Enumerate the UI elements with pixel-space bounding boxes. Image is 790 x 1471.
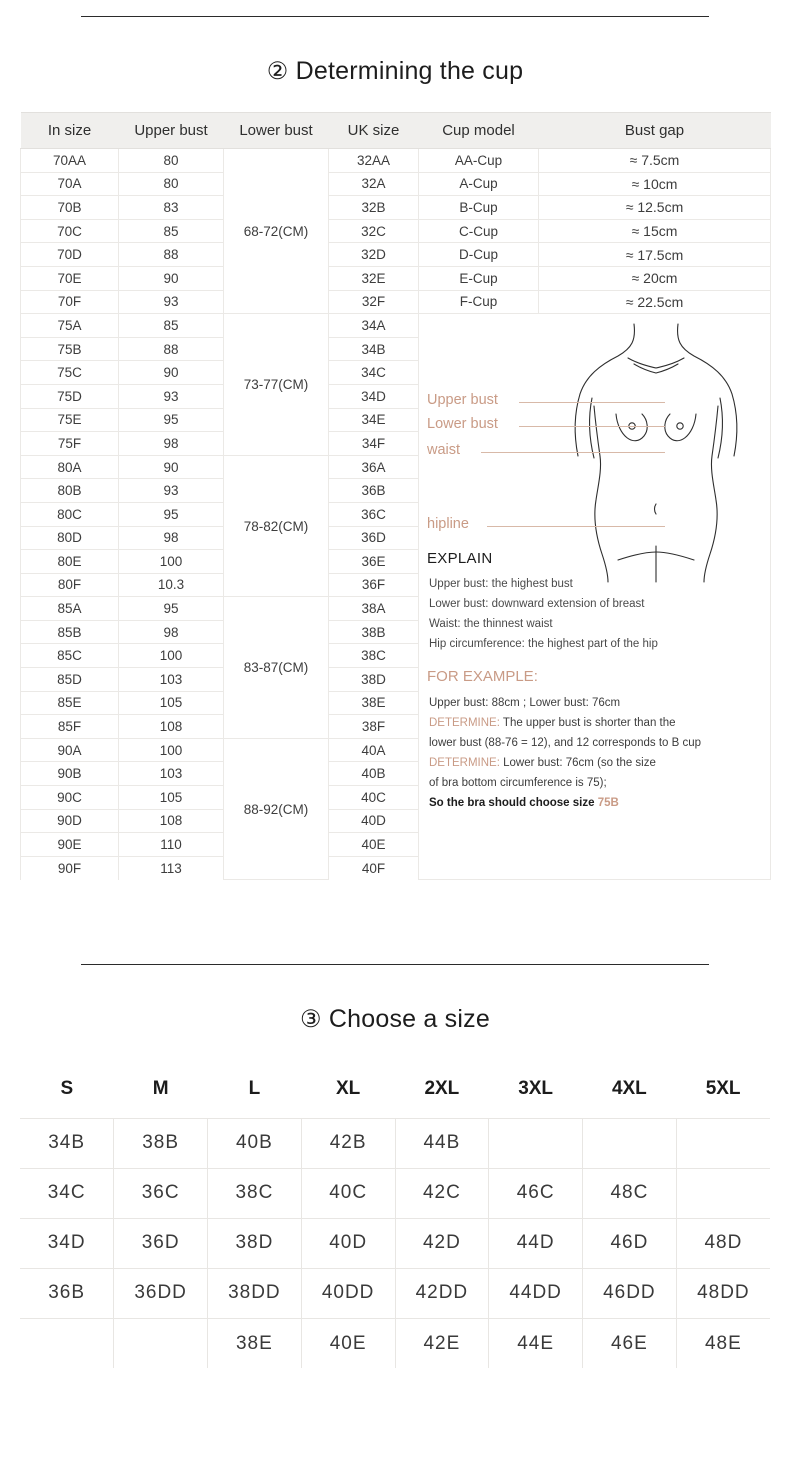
size-cell: 34B	[20, 1118, 114, 1168]
cell-in-size: 90E	[21, 833, 119, 857]
cell-lower-bust-group: 68-72(CM)	[224, 149, 329, 314]
cell-uk-size: 32C	[329, 219, 419, 243]
cell-cup-model: A-Cup	[419, 172, 539, 196]
th-size-m: M	[152, 1078, 169, 1100]
cell-uk-size: 36F	[329, 573, 419, 597]
example-recommended-size: 75B	[597, 797, 619, 810]
size-cell: 36DD	[114, 1268, 208, 1318]
th-uk-size: UK size	[329, 113, 419, 149]
spacer-1	[0, 880, 790, 964]
cell-upper-bust: 90	[119, 361, 224, 385]
th-size-4xl: 4XL	[611, 1078, 647, 1100]
cell-upper-bust: 103	[119, 762, 224, 786]
cell-uk-size: 40D	[329, 809, 419, 833]
table-row	[20, 1218, 770, 1268]
table-row	[21, 314, 771, 338]
cell-bust-gap: ≈ 15cm	[539, 219, 771, 243]
section-3-title	[0, 965, 790, 1060]
size-cell	[489, 1118, 583, 1168]
cell-upper-bust: 95	[119, 597, 224, 621]
explain-line-4: Hip circumference: the highest part of the hip	[429, 638, 658, 651]
size-cell: 42DD	[395, 1268, 489, 1318]
cell-lower-bust-group: 88-92(CM)	[224, 738, 329, 880]
cell-uk-size: 36C	[329, 502, 419, 526]
table-row	[21, 266, 771, 290]
size-cell: 40B	[208, 1118, 302, 1168]
size-cell	[676, 1168, 770, 1218]
th-size-5xl: 5XL	[705, 1078, 741, 1100]
cell-upper-bust: 93	[119, 384, 224, 408]
cell-uk-size: 40B	[329, 762, 419, 786]
cell-uk-size: 38E	[329, 691, 419, 715]
section-2-number: ②	[266, 58, 289, 85]
example-line-2	[429, 717, 676, 729]
cell-uk-size: 34E	[329, 408, 419, 432]
size-cell: 38DD	[208, 1268, 302, 1318]
cell-uk-size: 38A	[329, 597, 419, 621]
cell-upper-bust: 100	[119, 550, 224, 574]
size-cell: 38B	[114, 1118, 208, 1168]
example-line-5: of bra bottom circumference is 75);	[429, 777, 607, 790]
cell-upper-bust: 108	[119, 715, 224, 739]
cell-bust-gap: ≈ 7.5cm	[539, 149, 771, 173]
cell-in-size: 85C	[21, 644, 119, 668]
table-row	[21, 172, 771, 196]
label-lower-bust: Lower bust	[427, 416, 498, 433]
cell-uk-size: 36B	[329, 479, 419, 503]
cell-in-size: 75B	[21, 337, 119, 361]
cell-uk-size: 40E	[329, 833, 419, 857]
cell-in-size: 70E	[21, 266, 119, 290]
size-cell: 44E	[489, 1318, 583, 1368]
th-cup-model: Cup model	[419, 113, 539, 149]
table-row	[20, 1168, 770, 1218]
cell-in-size: 80C	[21, 502, 119, 526]
cell-uk-size: 32AA	[329, 149, 419, 173]
cell-uk-size: 40F	[329, 856, 419, 880]
cell-uk-size: 32B	[329, 196, 419, 220]
cell-in-size: 75C	[21, 361, 119, 385]
cell-bust-gap: ≈ 12.5cm	[539, 196, 771, 220]
section-2-title	[0, 17, 790, 112]
size-cell: 48E	[676, 1318, 770, 1368]
th-bust-gap: Bust gap	[539, 113, 771, 149]
size-cell	[583, 1118, 677, 1168]
cell-upper-bust: 90	[119, 266, 224, 290]
size-cell: 44D	[489, 1218, 583, 1268]
section-3-title-text: Choose a size	[328, 1005, 490, 1034]
example-determine-label-2: DETERMINE:	[429, 757, 500, 770]
example-conclusion-text: So the bra should choose size	[429, 797, 595, 810]
cell-uk-size: 34F	[329, 432, 419, 456]
size-cell: 42E	[395, 1318, 489, 1368]
example-line-6	[429, 797, 619, 809]
size-cell: 36D	[114, 1218, 208, 1268]
size-cell: 40D	[301, 1218, 395, 1268]
cell-uk-size: 38B	[329, 620, 419, 644]
section-2-title-text: Determining the cup	[295, 57, 524, 85]
size-table-wrap	[0, 1060, 790, 1368]
cell-uk-size: 40A	[329, 738, 419, 762]
cell-in-size: 85E	[21, 691, 119, 715]
cell-upper-bust: 103	[119, 668, 224, 692]
cell-upper-bust: 90	[119, 455, 224, 479]
cell-cup-model: D-Cup	[419, 243, 539, 267]
cell-in-size: 75F	[21, 432, 119, 456]
cell-in-size: 70B	[21, 196, 119, 220]
cell-cup-model: B-Cup	[419, 196, 539, 220]
example-determine-label-1: DETERMINE:	[429, 717, 500, 730]
size-cell: 40DD	[301, 1268, 395, 1318]
cell-upper-bust: 80	[119, 172, 224, 196]
cell-upper-bust: 98	[119, 620, 224, 644]
th-lower-bust: Lower bust	[224, 113, 329, 149]
cell-upper-bust: 110	[119, 833, 224, 857]
size-cell	[676, 1118, 770, 1168]
cell-uk-size: 36A	[329, 455, 419, 479]
cell-in-size: 90F	[21, 856, 119, 880]
size-cell: 48D	[676, 1218, 770, 1268]
size-cell	[114, 1318, 208, 1368]
example-title: FOR EXAMPLE:	[427, 668, 538, 686]
explain-line-2: Lower bust: downward extension of breast	[429, 598, 645, 611]
cell-in-size: 85B	[21, 620, 119, 644]
cell-in-size: 70C	[21, 219, 119, 243]
th-size-xl: XL	[335, 1078, 361, 1100]
th-upper-bust: Upper bust	[119, 113, 224, 149]
size-cell: 36B	[20, 1268, 114, 1318]
cup-table-wrap	[0, 112, 790, 880]
example-line-1: Upper bust: 88cm ; Lower bust: 76cm	[429, 697, 621, 710]
cell-upper-bust: 95	[119, 502, 224, 526]
cell-uk-size: 34A	[329, 314, 419, 338]
size-cell: 48DD	[676, 1268, 770, 1318]
th-size-3xl: 3XL	[518, 1078, 554, 1100]
female-body-figure-icon	[556, 318, 766, 583]
cell-in-size: 80A	[21, 455, 119, 479]
cell-upper-bust: 95	[119, 408, 224, 432]
section-3-number: ③	[300, 1006, 322, 1034]
cell-upper-bust: 98	[119, 526, 224, 550]
cell-upper-bust: 105	[119, 691, 224, 715]
cell-in-size: 80E	[21, 550, 119, 574]
size-cell: 44DD	[489, 1268, 583, 1318]
cell-in-size: 85D	[21, 668, 119, 692]
table-header-row	[21, 113, 771, 149]
th-size-l: L	[248, 1078, 261, 1100]
cell-upper-bust: 98	[119, 432, 224, 456]
cell-in-size: 90A	[21, 738, 119, 762]
illustration-and-explain-cell	[419, 314, 771, 880]
explain-title: EXPLAIN	[427, 550, 493, 568]
cell-in-size: 70D	[21, 243, 119, 267]
cell-upper-bust: 85	[119, 314, 224, 338]
example-line-2-text: The upper bust is shorter than the	[502, 717, 676, 730]
cell-cup-model: F-Cup	[419, 290, 539, 314]
size-cell: 42D	[395, 1218, 489, 1268]
cell-in-size: 90D	[21, 809, 119, 833]
size-cell: 46DD	[583, 1268, 677, 1318]
cell-bust-gap: ≈ 10cm	[539, 172, 771, 196]
table-body	[21, 149, 771, 880]
cell-in-size: 80D	[21, 526, 119, 550]
cell-upper-bust: 80	[119, 149, 224, 173]
size-cell	[20, 1318, 114, 1368]
cell-upper-bust: 88	[119, 243, 224, 267]
label-waist: waist	[427, 442, 461, 459]
size-cell: 40E	[301, 1318, 395, 1368]
cell-lower-bust-group: 78-82(CM)	[224, 455, 329, 597]
cell-upper-bust: 100	[119, 644, 224, 668]
cell-uk-size: 32E	[329, 266, 419, 290]
cell-uk-size: 38C	[329, 644, 419, 668]
cell-upper-bust: 93	[119, 479, 224, 503]
cell-lower-bust-group: 73-77(CM)	[224, 314, 329, 456]
illustration-box	[419, 314, 770, 879]
cell-upper-bust: 113	[119, 856, 224, 880]
cell-in-size: 70AA	[21, 149, 119, 173]
size-cell: 38C	[208, 1168, 302, 1218]
example-line-4	[429, 757, 656, 769]
cell-upper-bust: 93	[119, 290, 224, 314]
leader-line-upper-bust	[519, 402, 665, 403]
cell-bust-gap: ≈ 20cm	[539, 266, 771, 290]
table-row	[21, 290, 771, 314]
table-row	[21, 196, 771, 220]
size-cell: 38D	[208, 1218, 302, 1268]
cell-in-size: 75E	[21, 408, 119, 432]
cell-uk-size: 32F	[329, 290, 419, 314]
size-cell: 46C	[489, 1168, 583, 1218]
size-cell: 42C	[395, 1168, 489, 1218]
cell-bust-gap: ≈ 22.5cm	[539, 290, 771, 314]
cell-uk-size: 36D	[329, 526, 419, 550]
cell-uk-size: 32A	[329, 172, 419, 196]
leader-line-hipline	[487, 526, 665, 527]
example-line-4-text: Lower bust: 76cm (so the size	[503, 757, 656, 770]
cell-uk-size: 34B	[329, 337, 419, 361]
cell-in-size: 75D	[21, 384, 119, 408]
cell-lower-bust-group: 83-87(CM)	[224, 597, 329, 739]
size-cell: 44B	[395, 1118, 489, 1168]
cell-upper-bust: 10.3	[119, 573, 224, 597]
cell-cup-model: AA-Cup	[419, 149, 539, 173]
size-table-body	[20, 1118, 770, 1368]
size-cell: 46E	[583, 1318, 677, 1368]
cell-upper-bust: 105	[119, 786, 224, 810]
table-row	[21, 149, 771, 173]
cell-uk-size: 38D	[329, 668, 419, 692]
cell-upper-bust: 83	[119, 196, 224, 220]
cell-upper-bust: 88	[119, 337, 224, 361]
cell-uk-size: 32D	[329, 243, 419, 267]
cell-in-size: 80F	[21, 573, 119, 597]
size-header-row	[20, 1060, 770, 1118]
choose-size-table	[20, 1060, 770, 1368]
th-in-size: In size	[21, 113, 119, 149]
example-line-3: lower bust (88-76 = 12), and 12 corresponds to B cup	[429, 737, 702, 750]
cell-in-size: 90C	[21, 786, 119, 810]
size-cell: 42B	[301, 1118, 395, 1168]
cell-in-size: 75A	[21, 314, 119, 338]
cell-uk-size: 40C	[329, 786, 419, 810]
size-cell: 36C	[114, 1168, 208, 1218]
th-size-2xl: 2XL	[424, 1078, 460, 1100]
th-size-s: S	[60, 1078, 74, 1100]
leader-line-waist	[481, 452, 665, 453]
cell-cup-model: E-Cup	[419, 266, 539, 290]
table-row	[20, 1118, 770, 1168]
size-cell: 46D	[583, 1218, 677, 1268]
cell-uk-size: 34D	[329, 384, 419, 408]
table-row	[20, 1268, 770, 1318]
cell-uk-size: 34C	[329, 361, 419, 385]
cell-upper-bust: 85	[119, 219, 224, 243]
leader-line-lower-bust	[519, 426, 665, 427]
table-row	[21, 219, 771, 243]
cell-upper-bust: 108	[119, 809, 224, 833]
cell-uk-size: 38F	[329, 715, 419, 739]
explain-line-1: Upper bust: the highest bust	[429, 578, 573, 591]
cell-in-size: 85A	[21, 597, 119, 621]
cell-in-size: 85F	[21, 715, 119, 739]
cell-uk-size: 36E	[329, 550, 419, 574]
cell-in-size: 90B	[21, 762, 119, 786]
label-hipline: hipline	[427, 516, 469, 533]
size-cell: 34C	[20, 1168, 114, 1218]
table-row	[21, 243, 771, 267]
size-cell: 40C	[301, 1168, 395, 1218]
size-cell: 38E	[208, 1318, 302, 1368]
label-upper-bust: Upper bust	[427, 392, 498, 409]
cell-upper-bust: 100	[119, 738, 224, 762]
size-cell: 48C	[583, 1168, 677, 1218]
cell-in-size: 70A	[21, 172, 119, 196]
cell-cup-model: C-Cup	[419, 219, 539, 243]
cell-bust-gap: ≈ 17.5cm	[539, 243, 771, 267]
cell-in-size: 70F	[21, 290, 119, 314]
explain-line-3: Waist: the thinnest waist	[429, 618, 553, 631]
cell-in-size: 80B	[21, 479, 119, 503]
cup-determination-table	[20, 112, 771, 880]
table-row	[20, 1318, 770, 1368]
size-cell: 34D	[20, 1218, 114, 1268]
